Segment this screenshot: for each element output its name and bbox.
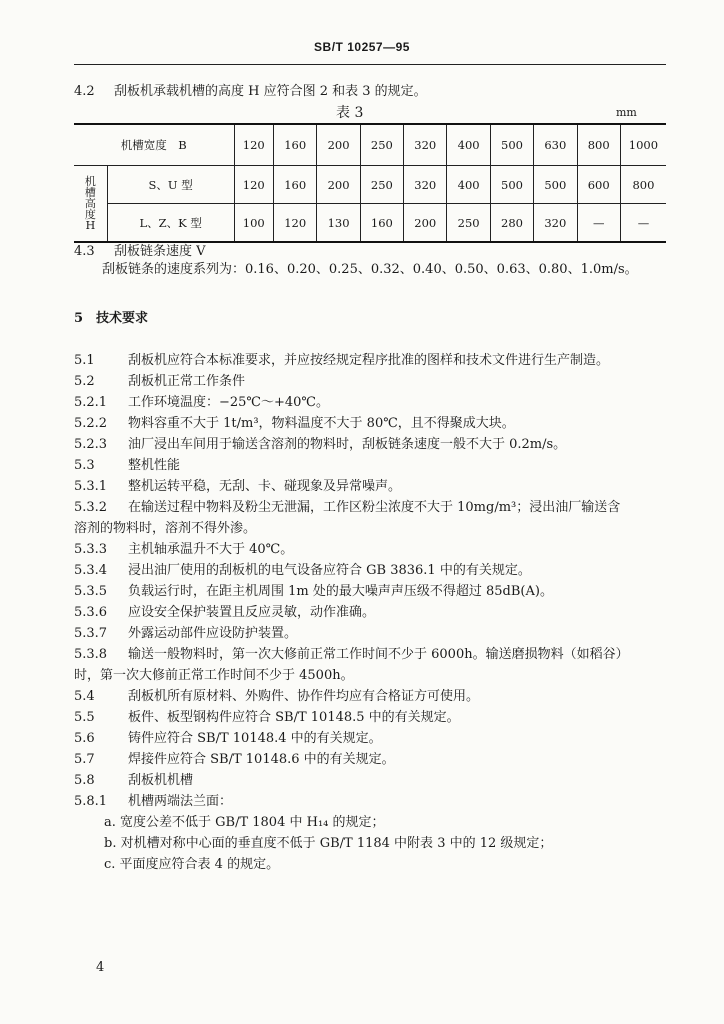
section-5-heading <box>74 310 148 328</box>
clause-line: 5.3.7 外露运动部件应设防护装置。 <box>74 626 298 641</box>
clause-4-3-body: 刮板链条的速度系列为：0.16、0.20、0.25、0.32、0.40、0.50、0.63、0.80、1.0m/s。 <box>102 262 638 277</box>
table-cell: 600 <box>577 166 620 204</box>
clause-line: 5.3.6 应设安全保护装置且反应灵敏，动作准确。 <box>74 605 376 620</box>
clause-4-3-title <box>74 243 206 261</box>
table-unit: mm <box>616 106 637 119</box>
clause-4-2 <box>74 83 427 101</box>
table-cell: — <box>577 204 620 243</box>
table-cell: 160 <box>360 204 403 243</box>
clause-line: 5.4 刮板机所有原材料、外购件、协作件均应有合格证方可使用。 <box>74 689 480 704</box>
clause-number: 4.2 <box>74 84 95 99</box>
table-row-su <box>74 166 666 204</box>
row-type-label: S、U 型 <box>107 166 234 204</box>
page-number: 4 <box>96 960 105 975</box>
table-cell: 320 <box>404 124 447 166</box>
table-cell: 400 <box>447 166 490 204</box>
clause-line: 5.8.1 机槽两端法兰面： <box>74 794 233 809</box>
width-label: 机槽宽度 B <box>74 124 234 166</box>
clause-line: 5.5 板件、板型钢构件应符合 SB/T 10148.5 中的有关规定。 <box>74 710 460 725</box>
table-caption: 表 3 <box>336 105 364 121</box>
section-number: 5 <box>74 311 84 326</box>
table-cell: 120 <box>234 124 273 166</box>
clause-line: c. 平面度应符合表 4 的规定。 <box>104 857 280 872</box>
clause-line: 5.3.3 主机轴承温升不大于 40℃。 <box>74 542 294 557</box>
table-cell: 280 <box>490 204 533 243</box>
clause-line: 5.1 刮板机应符合本标准要求，并应按经规定程序批准的图样和技术文件进行生产制造。 <box>74 353 610 368</box>
clause-line: 5.3 整机性能 <box>74 458 181 473</box>
clause-line: 5.7 焊接件应符合 SB/T 10148.6 中的有关规定。 <box>74 752 395 767</box>
clause-list <box>74 352 674 877</box>
clause-number: 4.3 <box>74 244 95 259</box>
clause-line: 5.8 刮板机机槽 <box>74 773 194 788</box>
table-cell: 120 <box>274 204 317 243</box>
clause-line: a. 宽度公差不低于 GB/T 1804 中 H₁₄ 的规定； <box>104 815 385 830</box>
table-cell: 400 <box>447 124 490 166</box>
clause-line: 5.2.3 油厂浸出车间用于输送含溶剂的物料时，刮板链条速度一般不大于 0.2m/s。 <box>74 437 567 452</box>
clause-line: 5.2 刮板机正常工作条件 <box>74 374 246 389</box>
table-cell: — <box>620 204 666 243</box>
clause-line: b. 对机槽对称中心面的垂直度不低于 GB/T 1184 中附表 3 中的 12 级规定； <box>104 836 553 851</box>
table-cell: 500 <box>490 124 533 166</box>
table-cell: 160 <box>274 166 317 204</box>
table-row-lzk <box>74 204 666 243</box>
table-cell: 100 <box>234 204 273 243</box>
table-row-width <box>74 124 666 166</box>
section-title: 技术要求 <box>96 311 149 326</box>
clause-text: 刮板机承载机槽的高度 H 应符合图 2 和表 3 的规定。 <box>114 84 427 99</box>
table-cell: 200 <box>317 166 360 204</box>
table-cell: 800 <box>620 166 666 204</box>
table-cell: 160 <box>274 124 317 166</box>
clause-line: 溶剂的物料时，溶剂不得外渗。 <box>74 521 257 536</box>
clause-line: 5.3.4 浸出油厂使用的刮板机的电气设备应符合 GB 3836.1 中的有关规定。 <box>74 563 531 578</box>
table-3 <box>74 123 666 243</box>
table-cell: 130 <box>317 204 360 243</box>
clause-text: 刮板链条速度 V <box>114 244 206 259</box>
table-cell: 630 <box>534 124 577 166</box>
table-cell: 800 <box>577 124 620 166</box>
table-cell: 200 <box>317 124 360 166</box>
header-rule <box>74 64 666 65</box>
table-cell: 120 <box>234 166 273 204</box>
table-cell: 500 <box>534 166 577 204</box>
table-cell: 200 <box>404 204 447 243</box>
clause-line: 5.3.8 输送一般物料时，第一次大修前正常工作时间不少于 6000h。输送磨损物料（如稻谷） <box>74 647 629 662</box>
table-cell: 1000 <box>620 124 666 166</box>
clause-line: 5.3.5 负载运行时，在距主机周围 1m 处的最大噪声声压级不得超过 85dB(A)。 <box>74 584 553 599</box>
clause-line: 5.2.1 工作环境温度：−25℃～+40℃。 <box>74 395 329 410</box>
document-header: SB/T 10257—95 <box>314 40 410 54</box>
clause-line: 时，第一次大修前正常工作时间不少于 4500h。 <box>74 668 354 683</box>
table-cell: 250 <box>360 124 403 166</box>
clause-line: 5.3.2 在输送过程中物料及粉尘无泄漏，工作区粉尘浓度不大于 10mg/m³；浸出油厂输送含 <box>74 500 621 515</box>
table-cell: 250 <box>447 204 490 243</box>
table-cell: 500 <box>490 166 533 204</box>
clause-line: 5.6 铸件应符合 SB/T 10148.4 中的有关规定。 <box>74 731 382 746</box>
clause-line: 5.2.2 物料容重不大于 1t/m³，物料温度不大于 80℃，且不得聚成大块。 <box>74 416 515 431</box>
table-cell: 320 <box>534 204 577 243</box>
height-group-label: 机槽高度H <box>74 166 107 243</box>
clause-line: 5.3.1 整机运转平稳，无刮、卡、碰现象及异常噪声。 <box>74 479 402 494</box>
row-type-label: L、Z、K 型 <box>107 204 234 243</box>
table-cell: 320 <box>404 166 447 204</box>
table-cell: 250 <box>360 166 403 204</box>
